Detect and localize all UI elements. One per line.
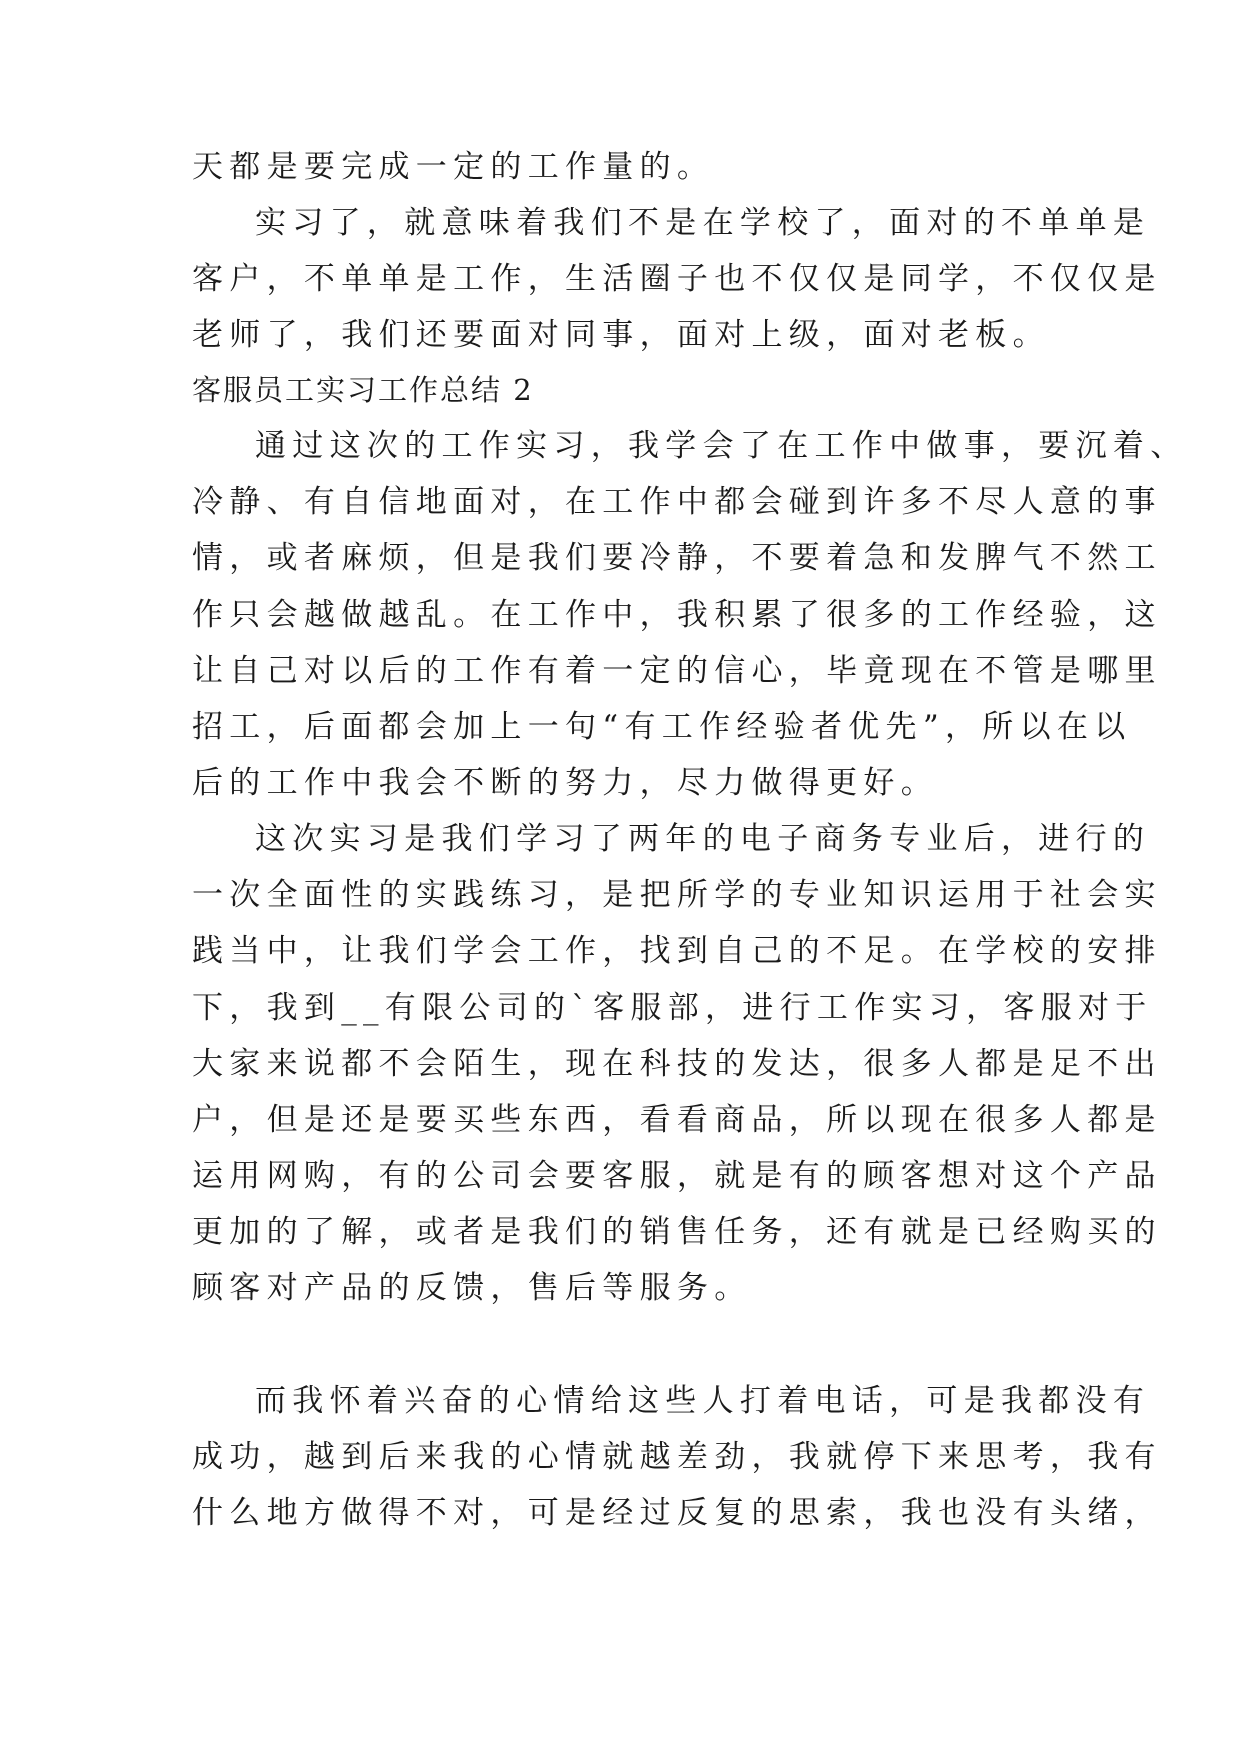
text-line: 一次全面性的实践练习，是把所学的专业知识运用于社会实 — [192, 877, 1162, 913]
text-line: 实习了，就意味着我们不是在学校了，面对的不单单是 — [255, 205, 1151, 241]
section-heading: 客服员工实习工作总结 2 — [192, 373, 534, 407]
text-line: 而我怀着兴奋的心情给这些人打着电话，可是我都没有 — [255, 1383, 1151, 1419]
text-line: 客户，不单单是工作，生活圈子也不仅仅是同学，不仅仅是 — [192, 261, 1162, 297]
text-line: 冷静、有自信地面对，在工作中都会碰到许多不尽人意的事 — [192, 484, 1162, 520]
text-line: 运用网购，有的公司会要客服，就是有的顾客想对这个产品 — [192, 1158, 1162, 1194]
text-line: 情，或者麻烦，但是我们要冷静，不要着急和发脾气不然工 — [192, 540, 1162, 576]
text-line: 顾客对产品的反馈，售后等服务。 — [192, 1270, 752, 1306]
text-line: 天都是要完成一定的工作量的。 — [192, 149, 715, 185]
text-line: 招工，后面都会加上一句“有工作经验者优先”，所以在以 — [192, 709, 1132, 745]
text-line: 下，我到__有限公司的`客服部，进行工作实习，客服对于 — [192, 990, 1153, 1026]
text-line: 更加的了解，或者是我们的销售任务，还有就是已经购买的 — [192, 1214, 1162, 1250]
text-line: 后的工作中我会不断的努力，尽力做得更好。 — [192, 765, 938, 801]
text-line: 让自己对以后的工作有着一定的信心，毕竟现在不管是哪里 — [192, 653, 1162, 689]
text-line: 通过这次的工作实习，我学会了在工作中做事，要沉着、 — [255, 428, 1188, 464]
text-line: 作只会越做越乱。在工作中，我积累了很多的工作经验，这 — [192, 597, 1162, 633]
text-line: 户，但是还是要买些东西，看看商品，所以现在很多人都是 — [192, 1102, 1162, 1138]
text-line: 老师了，我们还要面对同事，面对上级，面对老板。 — [192, 317, 1050, 353]
text-line: 什么地方做得不对，可是经过反复的思索，我也没有头绪， — [192, 1495, 1162, 1531]
text-line: 成功，越到后来我的心情就越差劲，我就停下来思考，我有 — [192, 1439, 1162, 1475]
text-line: 践当中，让我们学会工作，找到自己的不足。在学校的安排 — [192, 933, 1162, 969]
text-line: 大家来说都不会陌生，现在科技的发达，很多人都是足不出 — [192, 1046, 1162, 1082]
text-line: 这次实习是我们学习了两年的电子商务专业后，进行的 — [255, 821, 1151, 857]
